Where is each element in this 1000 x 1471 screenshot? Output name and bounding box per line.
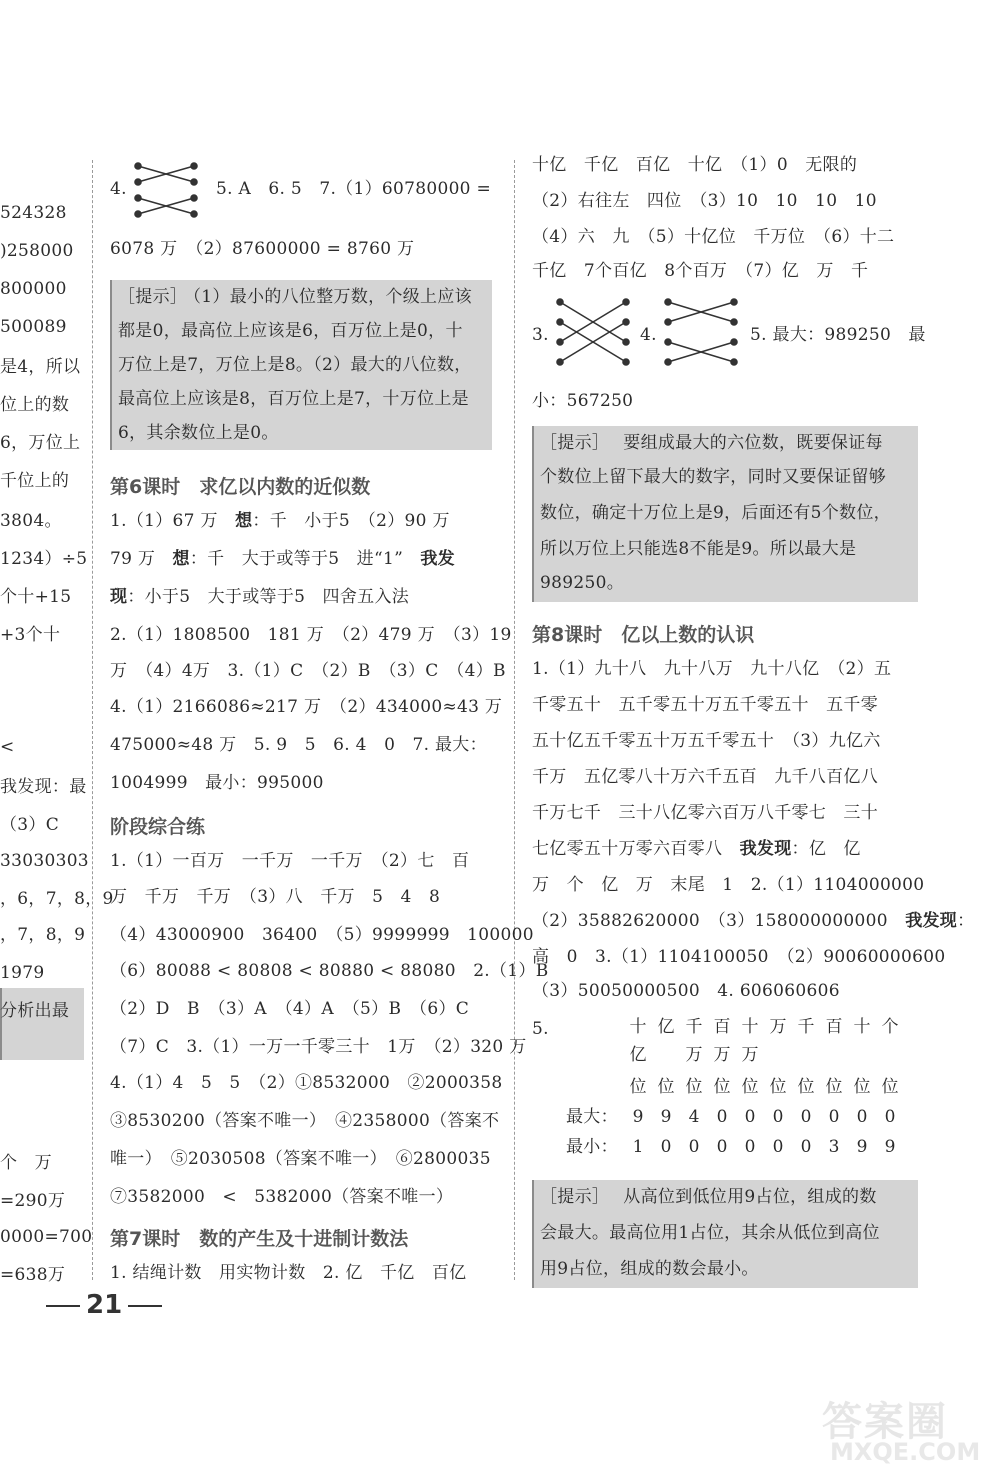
text-line: 万 个 亿 万 末尾 1 2.（1）1104000000 <box>532 875 925 895</box>
table-cell: 位 <box>825 1077 843 1097</box>
text-line: （4）43000900 36400 （5）9999999 100000 <box>110 925 534 945</box>
text-line: 是4，所以 <box>0 357 81 377</box>
text-line: =638万 <box>0 1265 66 1285</box>
section-title: 第8课时 亿以上数的认识 <box>532 624 755 646</box>
hint-line: 个数位上留下最大的数字，同时又要保证留够 <box>540 467 886 487</box>
page-number-text: 21 <box>86 1290 123 1320</box>
table-cell: 9 <box>632 1107 644 1127</box>
table-cell: 3 <box>828 1137 840 1157</box>
hint-line: 989250。 <box>540 573 624 593</box>
table-cell: 0 <box>716 1137 728 1157</box>
table-cell: 百 <box>825 1017 843 1037</box>
table-cell: 0 <box>856 1107 868 1127</box>
text-line: ⑦3582000 < 5382000（答案不唯一） <box>110 1187 454 1207</box>
text-line: 千万 五亿零八十万六千五百 九千八百亿八 <box>532 767 878 787</box>
table-cell: 0 <box>660 1137 672 1157</box>
text-line: （7）C 3.（1）一万一千零三十 1万 （2）320 万 <box>110 1037 527 1057</box>
text-line: 五十亿五千零五十万五千零五十 （3）九亿六 <box>532 731 881 751</box>
table-cell: 0 <box>744 1137 756 1157</box>
table-cell: 百 <box>713 1017 731 1037</box>
text-line: 4.（1）2166086≈217 万 （2）434000≈43 万 <box>110 697 503 717</box>
table-cell: 0 <box>800 1137 812 1157</box>
matching-lines-diagram <box>132 160 202 222</box>
text-line: 3804。 <box>0 511 62 531</box>
watermark-url: MXQE.COM <box>830 1438 981 1466</box>
hint-line: 从高位到低位用9占位，组成的数 <box>606 1187 877 1207</box>
text-line: 1979 <box>0 963 45 983</box>
text-line: 我发现：最 <box>0 777 87 797</box>
hint-line: 用9占位，组成的数会最小。 <box>540 1259 759 1279</box>
hint-tag: ［提示］ <box>540 1187 610 1207</box>
table-cell: 万 <box>713 1045 731 1065</box>
hint-line: （1）最小的八位整万数，个级上应该 <box>184 287 472 307</box>
q4-label: 4. <box>110 179 127 199</box>
text-line: 475000≈48 万 5. 9 5 6. 4 0 7. 最大： <box>110 735 487 755</box>
table-cell: 0 <box>828 1107 840 1127</box>
table-cell: 位 <box>853 1077 871 1097</box>
text-line: ，6，7，8，9 <box>0 889 114 909</box>
table-cell: 0 <box>688 1137 700 1157</box>
watermark-logo <box>822 1390 992 1465</box>
hint-box <box>532 426 918 602</box>
text-line: 万 （4）4万 3.（1）C （2）B （3）C （4）B <box>110 661 506 681</box>
table-cell: 十 <box>853 1017 871 1037</box>
hint-line: 会最大。最高位用1占位，其余从低位到高位 <box>540 1223 880 1243</box>
page-number <box>40 1290 168 1320</box>
hint-tag: ［提示］ <box>118 287 188 307</box>
text-line: 1. 结绳计数 用实物计数 2. 亿 千亿 百亿 <box>110 1263 467 1283</box>
hint-line: 要组成最大的六位数，既要保证每 <box>606 433 883 453</box>
table-cell: 0 <box>772 1137 784 1157</box>
text-line: 千亿 7个百亿 8个百万 （7）亿 万 千 <box>532 261 869 281</box>
table-cell: 位 <box>797 1077 815 1097</box>
table-cell: 0 <box>716 1107 728 1127</box>
text-line: 千万七千 三十八亿零六百万八千零七 三十 <box>532 803 878 823</box>
table-cell: 亿 <box>629 1045 647 1065</box>
text-line: 十亿 千亿 百亿 十亿 （1）0 无限的 <box>532 155 858 175</box>
table-cell: 万 <box>769 1017 787 1037</box>
text-line: =290万 <box>0 1191 66 1211</box>
text-line: 524328 <box>0 203 67 223</box>
table-cell: 位 <box>713 1077 731 1097</box>
text-line: 2.（1）1808500 181 万 （2）479 万 （3）19 <box>110 625 512 645</box>
table-cell: 万 <box>741 1045 759 1065</box>
matching-lines-diagram <box>662 296 742 372</box>
text-line: 唯一） ⑤2030508（答案不唯一） ⑥2800035 <box>110 1149 491 1169</box>
hint-box <box>532 1180 918 1288</box>
text-line: 800000 <box>0 279 67 299</box>
text-line: 分析出最 <box>0 1001 70 1021</box>
text-line: 千零五十 五千零五十万五千零五十 五千零 <box>532 695 878 715</box>
matching-lines-diagram <box>554 296 634 372</box>
table-cell: 1 <box>632 1137 644 1157</box>
text-line: 高 0 3.（1）1104100050 （2）90060000600 <box>532 947 946 967</box>
table-cell: 个 <box>881 1017 899 1037</box>
text-line: 千位上的 <box>0 471 70 491</box>
text-line: 1.（1）九十八 九十八万 九十八亿 （2）五 <box>532 659 892 679</box>
text-line: ③8530200（答案不唯一） ④2358000（答案不 <box>110 1111 500 1131</box>
text-line: 个 万 <box>0 1153 52 1173</box>
q5-label: 5. <box>532 1019 549 1039</box>
table-cell: 4 <box>688 1107 700 1127</box>
text-line: （3）C <box>0 815 60 835</box>
table-cell: 位 <box>685 1077 703 1097</box>
section-title: 第6课时 求亿以内数的近似数 <box>110 476 371 498</box>
q5-7-answers: 5. A 6. 5 7.（1）60780000 = <box>216 179 492 199</box>
q3-label: 3. <box>532 325 549 345</box>
table-cell: 9 <box>856 1137 868 1157</box>
text-line: 1004999 最小：995000 <box>110 773 324 793</box>
text-line: （3）50050000500 4. 606060606 <box>532 981 840 1001</box>
table-cell: 0 <box>772 1107 784 1127</box>
text-line: 5. 最大：989250 最 <box>750 325 926 345</box>
hint-box <box>110 280 492 450</box>
text-line: +3个十 <box>0 625 61 645</box>
text-line: （6）80088 < 80808 < 80880 < 88080 2.（1）B <box>110 961 549 981</box>
text-line: （2）右往左 四位 （3）10 10 10 10 <box>532 191 877 211</box>
hint-box-fragment <box>0 988 84 1060</box>
table-cell: 0 <box>800 1107 812 1127</box>
table-cell: 位 <box>657 1077 675 1097</box>
table-cell: 十 <box>741 1017 759 1037</box>
text-line: 位上的数 <box>0 395 70 415</box>
section-title: 阶段综合练 <box>110 816 206 838</box>
watermark-text: 答案圈 <box>822 1399 948 1445</box>
table-cell: 0 <box>884 1107 896 1127</box>
text-line: 4.（1）4 5 5 （2）①8532000 ②2000358 <box>110 1073 503 1093</box>
table-cell: 位 <box>741 1077 759 1097</box>
left-column-cropped <box>0 150 114 1300</box>
section-title: 第7课时 数的产生及十进制计数法 <box>110 1228 409 1250</box>
table-cell: 万 <box>685 1045 703 1065</box>
text-line: < <box>0 737 15 757</box>
q4-label: 4. <box>640 325 657 345</box>
column-divider <box>514 160 515 1280</box>
text-line: 万 千万 千万 （3）八 千万 5 4 8 <box>110 887 441 907</box>
table-cell: 0 <box>744 1107 756 1127</box>
text-line: （4）六 九 （5）十亿位 千万位 （6）十二 <box>532 227 895 247</box>
text-line: 现：小于5 大于或等于5 四舍五入法 <box>110 587 410 607</box>
table-cell: 9 <box>660 1107 672 1127</box>
text-line: 0000=700 <box>0 1227 93 1247</box>
hint-line: 6，其余数位上是0。 <box>118 423 279 443</box>
text-line: 1234）÷5 <box>0 549 88 569</box>
table-cell: 十 <box>629 1017 647 1037</box>
text-line: 个十+15 <box>0 587 72 607</box>
text-line: 6，万位上 <box>0 433 81 453</box>
column-divider <box>92 160 93 1280</box>
table-cell: 9 <box>884 1137 896 1157</box>
table-cell: 位 <box>769 1077 787 1097</box>
text-line: 1.（1）67 万 想：千 小于5 （2）90 万 <box>110 511 450 531</box>
text-line: （2）D B （3）A （4）A （5）B （6）C <box>110 999 470 1019</box>
text-line: 1.（1）一百万 一千万 一千万 （2）七 百 <box>110 851 470 871</box>
table-cell: 千 <box>797 1017 815 1037</box>
hint-line: 万位上是7，万位上是8。（2）最大的八位数， <box>118 355 472 375</box>
text-line: 79 万 想：千 大于或等于5 进“1” 我发 <box>110 549 455 569</box>
text-line: ，7，8，9 <box>0 925 86 945</box>
text-line: 6078 万 （2）87600000 = 8760 万 <box>110 239 415 259</box>
row-label: 最大： <box>566 1107 618 1127</box>
table-cell: 亿 <box>657 1017 675 1037</box>
text-line: 500089 <box>0 317 67 337</box>
table-cell: 位 <box>881 1077 899 1097</box>
text-line: 33030303 <box>0 851 89 871</box>
hint-line: 都是0，最高位上应该是6，百万位上是0，十 <box>118 321 463 341</box>
hint-line: 所以万位上只能选8不能是9。所以最大是 <box>540 539 857 559</box>
text-line: （2）35882620000 （3）158000000000 我发现： <box>532 911 975 931</box>
hint-line: 数位，确定十万位上是9，后面还有5个数位， <box>540 503 891 523</box>
hint-line: 最高位上应该是8，百万位上是7，十万位上是 <box>118 389 469 409</box>
text-line: 小：567250 <box>532 391 634 411</box>
table-cell: 千 <box>685 1017 703 1037</box>
digit-place-table <box>624 1016 924 1166</box>
text-line: )258000 <box>0 241 74 261</box>
table-cell: 位 <box>629 1077 647 1097</box>
hint-tag: ［提示］ <box>540 433 610 453</box>
row-label: 最小： <box>566 1137 618 1157</box>
text-line: 七亿零五十万零六百零八 我发现：亿 亿 <box>532 839 861 859</box>
